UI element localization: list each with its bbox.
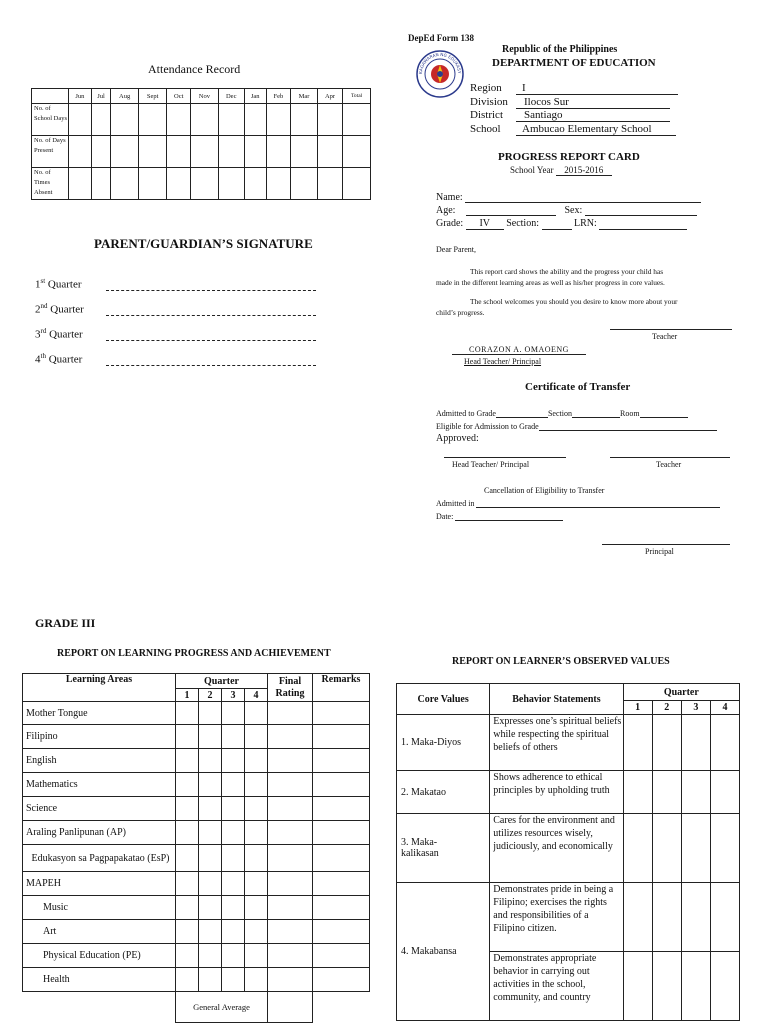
school-year-value: 2015-2016 <box>556 165 612 176</box>
col-final-rating: Final Rating <box>268 674 313 702</box>
transfer-head-teacher-label: Head Teacher/ Principal <box>452 460 530 469</box>
learning-header-row <box>23 674 370 689</box>
month-sept: Sept <box>138 89 167 104</box>
area-health: Health <box>23 968 176 992</box>
attendance-header-row <box>32 89 371 104</box>
area-pe: Physical Education (PE) <box>23 944 176 968</box>
general-average-row <box>23 992 370 1023</box>
eligible-admission-row: Eligible for Admission to Grade <box>436 421 717 431</box>
date-field[interactable] <box>455 511 563 521</box>
observed-values-title: REPORT ON LEARNER’S OBSERVED VALUES <box>452 656 670 667</box>
col-core-values: Core Values <box>397 684 490 715</box>
col-remarks: Remarks <box>313 674 370 702</box>
region-row: Region I <box>470 82 678 95</box>
admitted-section-field[interactable] <box>572 408 620 418</box>
month-oct: Oct <box>167 89 191 104</box>
division-value: Ilocos Sur <box>516 96 670 109</box>
quarter-3-header: 3 <box>222 689 245 702</box>
area-araling-panlipunan: Araling Panlipunan (AP) <box>23 821 176 845</box>
admitted-to-grade-row: Admitted to Grade Section Room <box>436 408 688 418</box>
core-value-maka-diyos: 1. Maka-Diyos <box>397 715 490 771</box>
learning-progress-title: REPORT ON LEARNING PROGRESS AND ACHIEVEMENT <box>57 648 331 659</box>
attendance-row-times-absent <box>32 168 371 200</box>
area-english: English <box>23 749 176 773</box>
attendance-label-school-days: No. of School Days <box>32 104 69 136</box>
behavior-statement: Demonstrates pride in being a Filipino; exercises the rights and responsibilities of a Filipino citizen. <box>490 883 623 952</box>
values-quarter-2-header: 2 <box>652 701 681 715</box>
transfer-teacher-signature-line[interactable] <box>610 457 730 458</box>
admitted-grade-field[interactable] <box>496 408 548 418</box>
behavior-statement: Expresses one’s spiritual beliefs while respecting the spiritual beliefs of others <box>490 715 623 771</box>
region-value: I <box>516 82 678 95</box>
grade-heading: GRADE III <box>35 616 96 630</box>
head-teacher-name-row <box>452 345 586 355</box>
area-mapeh: MAPEH <box>23 872 176 896</box>
quarter-4-signature-line[interactable] <box>106 365 316 366</box>
district-value: Santiago <box>516 109 670 122</box>
progress-report-card-title: PROGRESS REPORT CARD <box>498 151 640 163</box>
month-nov: Nov <box>191 89 219 104</box>
area-mother-tongue: Mother Tongue <box>23 702 176 725</box>
attendance-table <box>31 88 371 200</box>
area-filipino: Filipino <box>23 725 176 749</box>
grade-value: IV <box>466 218 504 230</box>
table-row <box>23 944 370 968</box>
month-dec: Dec <box>218 89 244 104</box>
date-row: Date: <box>436 511 563 521</box>
quarter-4-label: 4th Quarter <box>35 352 83 366</box>
deped-seal-icon <box>416 50 464 98</box>
salutation: Dear Parent, <box>436 245 476 254</box>
head-teacher-title: Head Teacher/ Principal <box>464 357 542 366</box>
teacher-label: Teacher <box>652 332 678 341</box>
table-row <box>23 797 370 821</box>
col-behavior-statements: Behavior Statements <box>490 684 623 715</box>
report-card-paragraph-2: The school welcomes you should you desire to know more about your child’s progress. <box>436 297 678 317</box>
teacher-signature-line[interactable] <box>610 329 732 330</box>
table-row <box>23 725 370 749</box>
name-field[interactable] <box>465 192 701 203</box>
table-row <box>23 821 370 845</box>
admitted-in-row: Admitted in <box>436 498 720 508</box>
school-row: School Ambucao Elementary School <box>470 123 676 136</box>
values-quarter-3-header: 3 <box>681 701 710 715</box>
school-value: Ambucao Elementary School <box>516 123 676 136</box>
col-quarter: Quarter <box>176 674 268 689</box>
department-heading: DEPARTMENT OF EDUCATION <box>492 57 656 69</box>
principal-signature-line[interactable] <box>602 544 730 545</box>
general-average-value <box>268 992 313 1023</box>
month-jan: Jan <box>244 89 266 104</box>
area-music: Music <box>23 896 176 920</box>
core-value-makatao: 2. Makatao <box>397 771 490 814</box>
quarter-4-header: 4 <box>245 689 268 702</box>
table-row <box>23 749 370 773</box>
values-quarter-4-header: 4 <box>710 701 739 715</box>
table-row <box>23 872 370 896</box>
area-science: Science <box>23 797 176 821</box>
school-year-row: School Year 2015-2016 <box>510 165 612 176</box>
district-row: District Santiago <box>470 109 670 122</box>
division-row: Division Ilocos Sur <box>470 96 670 109</box>
behavior-statement: Shows adherence to ethical principles by upholding truth <box>490 771 623 814</box>
month-jul: Jul <box>91 89 111 104</box>
age-field[interactable] <box>466 205 556 216</box>
month-mar: Mar <box>291 89 318 104</box>
table-row <box>397 771 740 814</box>
table-row <box>23 968 370 992</box>
table-row <box>23 920 370 944</box>
behavior-statement: Demonstrates appropriate behavior in carrying out activities in the school, community, and country <box>490 952 623 1021</box>
month-total: Total <box>343 89 371 104</box>
table-row <box>23 896 370 920</box>
quarter-1-signature-line[interactable] <box>106 290 316 291</box>
table-row <box>23 702 370 725</box>
quarter-2-header: 2 <box>199 689 222 702</box>
month-apr: Apr <box>317 89 342 104</box>
admitted-room-field[interactable] <box>640 408 688 418</box>
head-teacher-name: CORAZON A. OMAOENG <box>452 345 586 355</box>
month-aug: Aug <box>111 89 139 104</box>
attendance-label-days-present: No. of Days Present <box>32 136 69 168</box>
form-number: DepEd Form 138 <box>408 33 474 43</box>
core-value-maka-kalikasan: 3. Maka-kalikasan <box>397 814 490 883</box>
table-row <box>23 773 370 797</box>
col-values-quarter: Quarter <box>623 684 739 701</box>
area-mathematics: Mathematics <box>23 773 176 797</box>
report-card-paragraph-1: This report card shows the ability and the progress your child has made in the different learning areas as well as his/her progress in core values. <box>436 267 665 287</box>
approved-label: Approved: <box>436 433 479 444</box>
transfer-teacher-label: Teacher <box>656 460 682 469</box>
col-learning-areas: Learning Areas <box>23 674 176 702</box>
attendance-corner-cell <box>32 89 69 104</box>
signature-title: PARENT/GUARDIAN’S SIGNATURE <box>94 236 313 251</box>
table-row <box>397 883 740 952</box>
values-header-row <box>397 684 740 701</box>
sex-field[interactable] <box>585 205 697 216</box>
behavior-statement: Cares for the environment and utilizes resources wisely, judiciously, and economically <box>490 814 623 883</box>
grade-section-lrn-row: Grade: IV Section: LRN: <box>436 218 687 230</box>
table-row <box>397 814 740 883</box>
month-feb: Feb <box>266 89 290 104</box>
area-esp: Edukasyon sa Pagpapakatao (EsP) <box>23 845 176 872</box>
values-quarter-1-header: 1 <box>623 701 652 715</box>
quarter-3-signature-line[interactable] <box>106 340 316 341</box>
quarter-3-label: 3rd Quarter <box>35 327 83 341</box>
lrn-field[interactable] <box>599 219 687 230</box>
attendance-row-school-days <box>32 104 371 136</box>
admitted-in-field[interactable] <box>476 498 720 508</box>
attendance-label-times-absent: No. of Times Absent <box>32 168 69 200</box>
quarter-1-label: 1st Quarter <box>35 277 82 291</box>
month-jun: Jun <box>69 89 92 104</box>
area-art: Art <box>23 920 176 944</box>
observed-values-table <box>396 683 740 1021</box>
table-row <box>23 845 370 872</box>
table-row <box>397 715 740 771</box>
quarter-2-label: 2nd Quarter <box>35 302 84 316</box>
principal-label: Principal <box>645 547 674 556</box>
section-field[interactable] <box>542 219 572 230</box>
age-sex-row: Age: Sex: <box>436 205 697 216</box>
certificate-of-transfer-title: Certificate of Transfer <box>525 381 631 393</box>
core-value-makabansa: 4. Makabansa <box>397 883 490 1021</box>
seal-text: KAGAWARAN NG EDUKASY <box>417 51 463 75</box>
general-average-label: General Average <box>176 992 268 1023</box>
quarter-1-header: 1 <box>176 689 199 702</box>
quarter-2-signature-line[interactable] <box>106 315 316 316</box>
eligible-grade-field[interactable] <box>539 421 717 431</box>
attendance-row-days-present <box>32 136 371 168</box>
name-row: Name: <box>436 192 701 203</box>
cancellation-title: Cancellation of Eligibility to Transfer <box>484 486 605 495</box>
attendance-title: Attendance Record <box>148 62 241 76</box>
learning-progress-table <box>22 673 370 1023</box>
head-teacher-signature-line[interactable] <box>444 457 566 458</box>
republic-heading: Republic of the Philippines <box>502 44 618 55</box>
